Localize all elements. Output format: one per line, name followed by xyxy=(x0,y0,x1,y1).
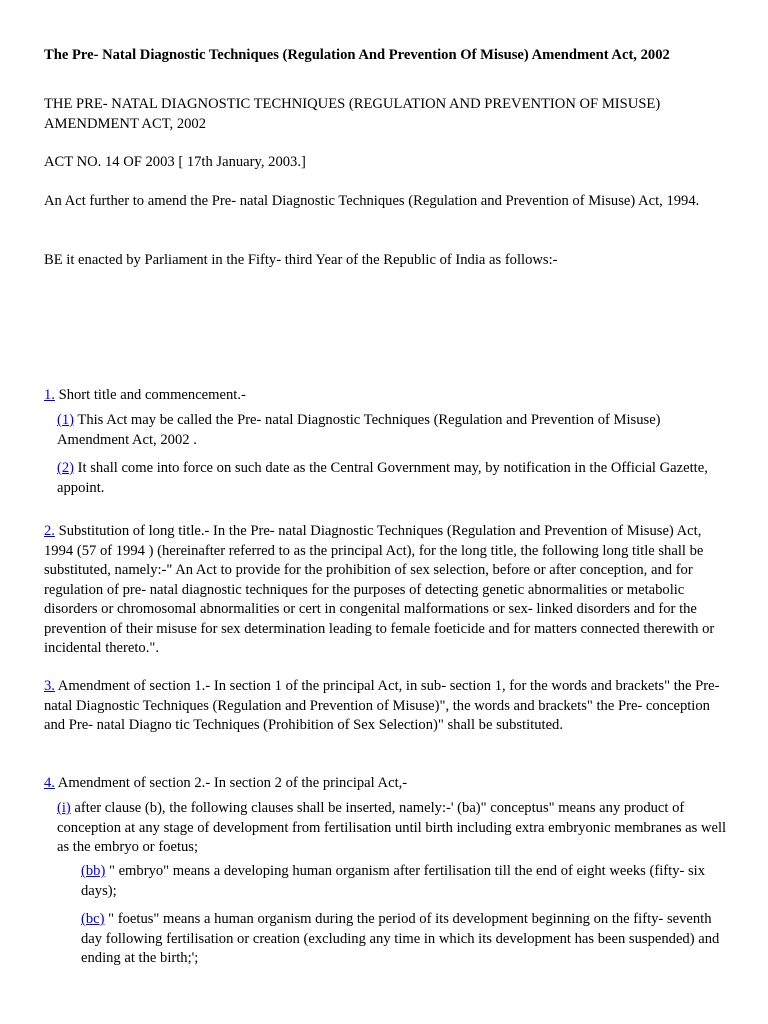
section-1 xyxy=(44,386,734,406)
section-4-clause-bc-text: " foetus" means a human organism during the period of its development beginning on the fifty- seventh day following fertilisation or creation (excluding any time in which its development has been suspended) and ending at the birth;'; xyxy=(81,911,720,966)
preamble: An Act further to amend the Pre- natal Diagnostic Techniques (Regulation and Prevention of Misuse) Act, 1994. xyxy=(44,193,700,209)
section-1-sub-1-link[interactable]: (1) xyxy=(57,412,75,428)
act-number: ACT NO. 14 OF 2003 [ 17th January, 2003.] xyxy=(44,154,306,170)
title-caps: THE PRE- NATAL DIAGNOSTIC TECHNIQUES (REGULATION AND PREVENTION OF MISUSE) AMENDMENT ACT, 2002 xyxy=(44,96,661,132)
section-1-sub-1-text: This Act may be called the Pre- natal Diagnostic Techniques (Regulation and Prevention of Misuse) Amendment Act, 2002 . xyxy=(57,412,661,448)
section-1-sub-1 xyxy=(57,411,727,450)
section-4-clause-i-text: after clause (b), the following clauses shall be inserted, namely:-' (ba)" conceptus" means any product of conception at any stage of development from fertilisation until birth including extra embryonic membranes as well as the embryo or foetus; xyxy=(57,800,727,855)
section-1-sub-2-text: It shall come into force on such date as the Central Government may, by notification in the Official Gazette, appoint. xyxy=(57,460,708,496)
section-1-heading: Short title and commencement.- xyxy=(54,387,246,403)
section-4-clause-bb xyxy=(81,862,731,901)
section-4-clause-bc-link[interactable]: (bc) xyxy=(81,911,105,927)
section-4 xyxy=(44,774,734,794)
section-4-heading: Amendment of section 2.- In section 2 of the principal Act,- xyxy=(54,775,408,791)
section-4-clause-bb-link[interactable]: (bb) xyxy=(81,863,106,879)
section-4-clause-i xyxy=(57,799,727,858)
section-4-clause-i-link[interactable]: (i) xyxy=(57,800,71,816)
section-4-clause-bb-text: " embryo" means a developing human organism after fertilisation till the end of eight weeks (fifty- six days); xyxy=(81,863,706,899)
section-2 xyxy=(44,522,734,659)
section-2-link[interactable]: 2. xyxy=(44,523,55,539)
section-4-clause-bc xyxy=(81,910,731,969)
section-1-sub-2-link[interactable]: (2) xyxy=(57,460,75,476)
section-3-text: Amendment of section 1.- In section 1 of the principal Act, in sub- section 1, for the words and brackets" the Pre- natal Diagnostic Techniques (Regulation and Prevention of Misuse)", the words and brackets" the Pre- conception and Pre- natal Diagno tic Techniques (Prohibition of Sex Selection)" shall be substituted. xyxy=(44,678,720,733)
section-3 xyxy=(44,677,734,736)
section-1-sub-2 xyxy=(57,459,727,498)
enacting-clause: BE it enacted by Parliament in the Fifty- third Year of the Republic of India as follows:- xyxy=(44,252,558,268)
section-3-link[interactable]: 3. xyxy=(44,678,55,694)
section-2-text: Substitution of long title.- In the Pre- natal Diagnostic Techniques (Regulation and Prevention of Misuse) Act, 1994 (57 of 1994 ) (hereinafter referred to as the principal Act), for the long title, the following long title shall be substituted, namely:-" An Act to provide for the prohibition of sex selection, before or after conception, and for regulation of pre- natal diagnostic techniques for the purposes of detecting genetic abnormalities or metabolic disorders or chromosomal abnormalities or cert in congenital malformations or sex- linked disorders and for the prevention of their misuse for sex determination leading to female foeticide and for matters connected therewith or incidental thereto.". xyxy=(44,523,715,656)
section-1-link[interactable]: 1. xyxy=(44,387,55,403)
document-title: The Pre- Natal Diagnostic Techniques (Regulation And Prevention Of Misuse) Amendment Act, 2002 xyxy=(44,47,670,63)
section-4-link[interactable]: 4. xyxy=(44,775,55,791)
